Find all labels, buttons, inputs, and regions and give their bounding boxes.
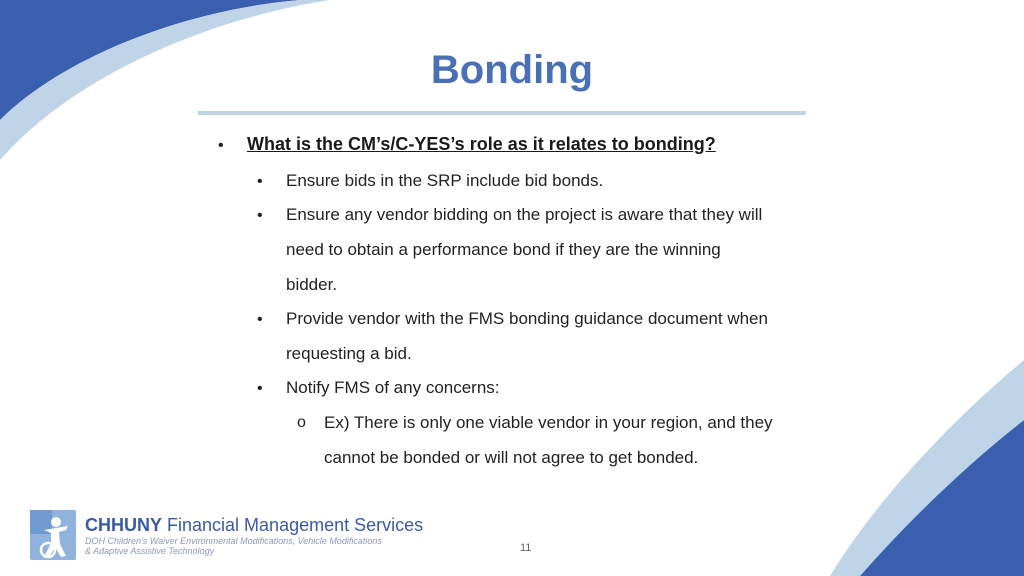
page-number: 11: [520, 542, 532, 554]
sub-bullet-text: cannot be bonded or will not agree to get bonded.: [324, 448, 699, 467]
bullet-marker: •: [257, 173, 263, 190]
sub-bullet-marker: o: [297, 414, 306, 431]
bullet-text: Provide vendor with the FMS bonding guidance document when: [286, 309, 768, 328]
brand-subtitle: DOH Children's Waiver Environmental Modifications, Vehicle Modifications & Adaptive Assistive Technology: [85, 536, 382, 556]
slide-title: Bonding: [430, 48, 594, 92]
bullet-marker: •: [257, 311, 263, 328]
sub-bullet-text: Ex) There is only one viable vendor in your region, and they: [324, 413, 773, 432]
question-heading: What is the CM’s/C-YES’s role as it relates to bonding?: [247, 134, 716, 154]
bullet-text: Notify FMS of any concerns:: [286, 378, 500, 397]
bullet-text: Ensure bids in the SRP include bid bonds.: [286, 171, 604, 190]
bullet-text: bidder.: [286, 275, 338, 294]
bullet-text: Ensure any vendor bidding on the project is aware that they will: [286, 205, 763, 224]
question-bullet: •: [218, 137, 224, 154]
brand-name: CHHUNY Financial Management Services: [85, 515, 424, 535]
chhuny-logo-icon: [30, 510, 76, 560]
bullet-marker: •: [257, 207, 263, 224]
bullet-marker: •: [257, 380, 263, 397]
bullet-text: need to obtain a performance bond if they are the winning: [286, 240, 721, 259]
bullet-text: requesting a bid.: [286, 344, 412, 363]
